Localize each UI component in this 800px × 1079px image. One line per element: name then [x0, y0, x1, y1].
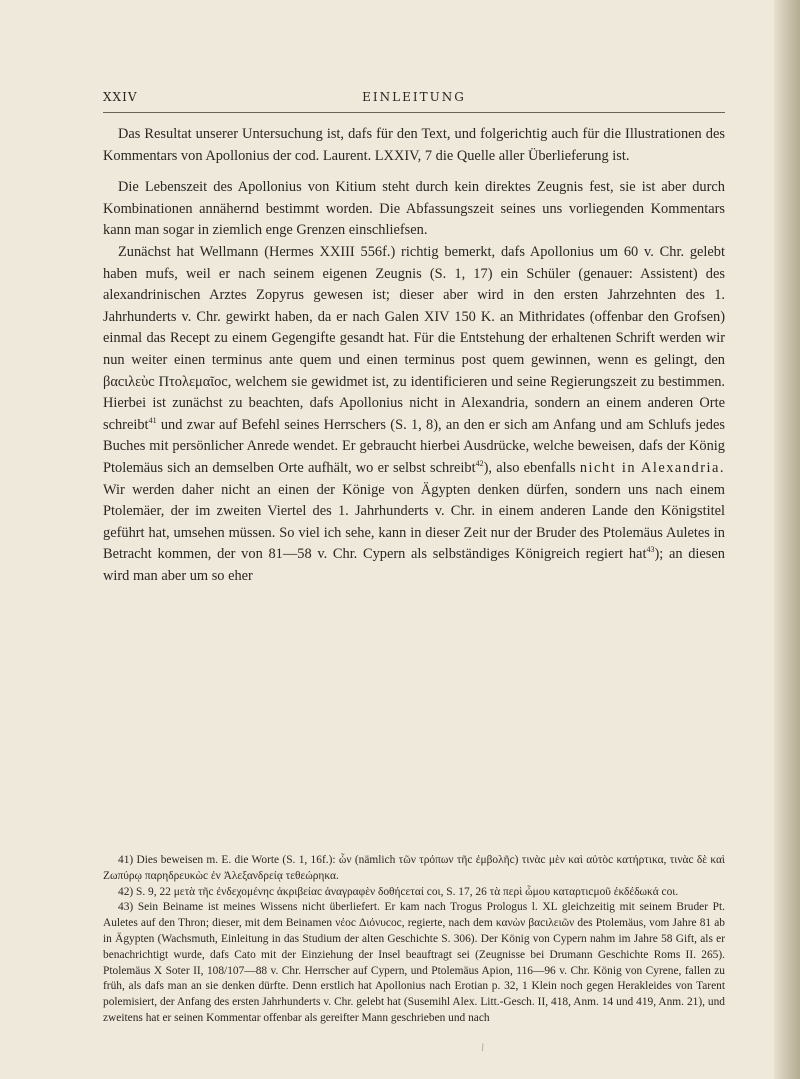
footnote-42: 42) S. 9, 22 μετὰ τῆc ἐνδεχομένηc ἀκριβείαc ἀναγραφὲν δοθήcεταί cοι, S. 17, 26 τὰ περὶ ὦμου καταρτιcμοῦ ἐκδέδωκά cοι.	[118, 885, 679, 898]
paragraph-1: Das Resultat unserer Untersuchung ist, dafs für den Text, und folgerichtig auch für die Illustrationen des Kommentars von Apollonius der cod. Laurent. LXXIV, 7 die Quelle aller Überlieferung ist.	[103, 126, 725, 164]
footnote-ref-41: 41	[148, 415, 157, 425]
page-edge-shadow	[774, 0, 800, 1079]
footnote-41: 41) Dies beweisen m. E. die Worte (S. 1, 16f.): ὧν (nämlich τῶν τρόπων τῆc ἐμβολῆc) τινὰc μὲν καὶ αὐτὸc κατήρτικα, τινὰc δὲ καὶ Ζωπύρῳ παρηδρευκὼc ἐν Ἀλεξανδρείᾳ τεθεώρηκα.	[103, 854, 725, 882]
paragraph-3	[103, 242, 725, 588]
page-number: XXIV	[103, 90, 138, 104]
footnote-ref-43: 43	[646, 545, 655, 555]
paragraph-3-part-e: ); an diesen wird man aber um so eher	[103, 546, 725, 584]
header-rule	[103, 112, 725, 113]
paragraph-2: Die Lebenszeit des Apollonius von Kitium steht durch kein direktes Zeugnis fest, sie ist aber durch Kombinationen annähernd bestimmt worden. Die Abfassungszeit seines uns vorliegenden Kommentars kann man sogar in ziemlich enge Grenzen einschliefsen.	[103, 179, 725, 239]
running-head	[103, 90, 725, 110]
running-title: EINLEITUNG	[362, 90, 466, 104]
paragraph-3-part-b: und zwar auf Befehl seines Herrschers (S. 1, 8), an den er sich am Anfang und am Schlufs jedes Buches mit persönlicher Anrede wendet. Er gebraucht hierbei Ausdrücke, welche beweisen, dafs der König Ptolemäus sich an demselben Orte aufhält, wo er selbst schreibt	[103, 416, 725, 476]
paragraph-3-part-a: Zunächst hat Wellmann (Hermes XXIII 556f.) richtig bemerkt, dafs Apollonius um 60 v. Chr. gelebt haben mufs, weil er nach seinem eigenen Zeugnis (S. 1, 17) ein Schüler (genauer: Assistent) des alexandrinischen Arztes Zopyrus gewesen ist; dieser aber wird in den ersten Jahrzehnten des 1. Jahrhunderts v. Chr. gewirkt haben, da er nach Galen XIV 150 K. an Mithridates (offenbar den Grofsen) einmal das Recept zu einem Gegengifte gesandt hat. Für die Entstehung der erhaltenen Schrift werden wir nun weiter einen terminus ante quem und einen terminus post quem gewinnen, wenn es gelingt, den βαcιλεὺc Πτολεμαῖοc, welchem sie gewidmet ist, zu identificieren und seine Regierungszeit zu bestimmen. Hierbei ist zunächst zu beachten, dafs Apollonius nicht in Alexandria, sondern an einem anderen Orte schreibt	[103, 243, 725, 433]
paragraph-3-part-c: ), also ebenfalls	[483, 459, 580, 476]
stray-mark: \	[479, 1042, 486, 1054]
main-text	[103, 124, 725, 587]
footnote-43: 43) Sein Beiname ist meines Wissens nicht überliefert. Er kam nach Trogus Prologus l. XL gleichzeitig mit seinem Bruder Pt. Auletes auf den Thron; dieser, mit dem Beinamen νέοc Διόνυcοc, regierte, nach dem κανὼν βαcιλειῶν des Ptolemäus, vom Jahre 81 ab in Ägypten (Wachsmuth, Einleitung in das Studium der alten Geschichte S. 306). Der König von Cypern nahm im Jahre 58 Gift, als er benachrichtigt wurde, dafs Cato mit der Einziehung der Insel beauftragt sei (Zeugnisse bei Drumann Geschichte Roms II. 265). Ptolemäus X Soter II, 108/107—88 v. Chr. Herrscher auf Cypern, und Ptolemäus Apion, 116—96 v. Chr. König von Cyrene, fallen zu früh, als dafs man an sie denken dürfte. Denn erstlich hat Apollonius nach Erotian p. 32, 1 Klein noch gegen Herakleides von Tarent polemisiert, der Anfang des ersten Jahrhunderts v. Chr. gelebt hat (Susemihl Alex. Litt.-Gesch. II, 418, Anm. 14 und 419, Anm. 21), und zweitens hat er seinen Kommentar offenbar als gereifter Mann geschrieben und nach	[103, 901, 725, 1024]
paragraph-3-part-d: Wir werden daher nicht an einen der Könige von Ägypten denken dürfen, sondern uns nach einem Ptolemäer, der im zweiten Viertel des 1. Jahrhunderts v. Chr. in einem anderen Lande den Königstitel geführt hat, umsehen müssen. So viel ich sehe, kann in dieser Zeit nur der Bruder des Ptolemäus Auletes in Betracht kommen, der von 81—58 v. Chr. Cypern als selbständiges Königreich regiert hat	[103, 481, 725, 563]
spaced-emphasis: nicht in Alexandria.	[579, 459, 725, 476]
footnote-ref-42: 42	[475, 459, 484, 469]
footnotes	[103, 853, 725, 1027]
